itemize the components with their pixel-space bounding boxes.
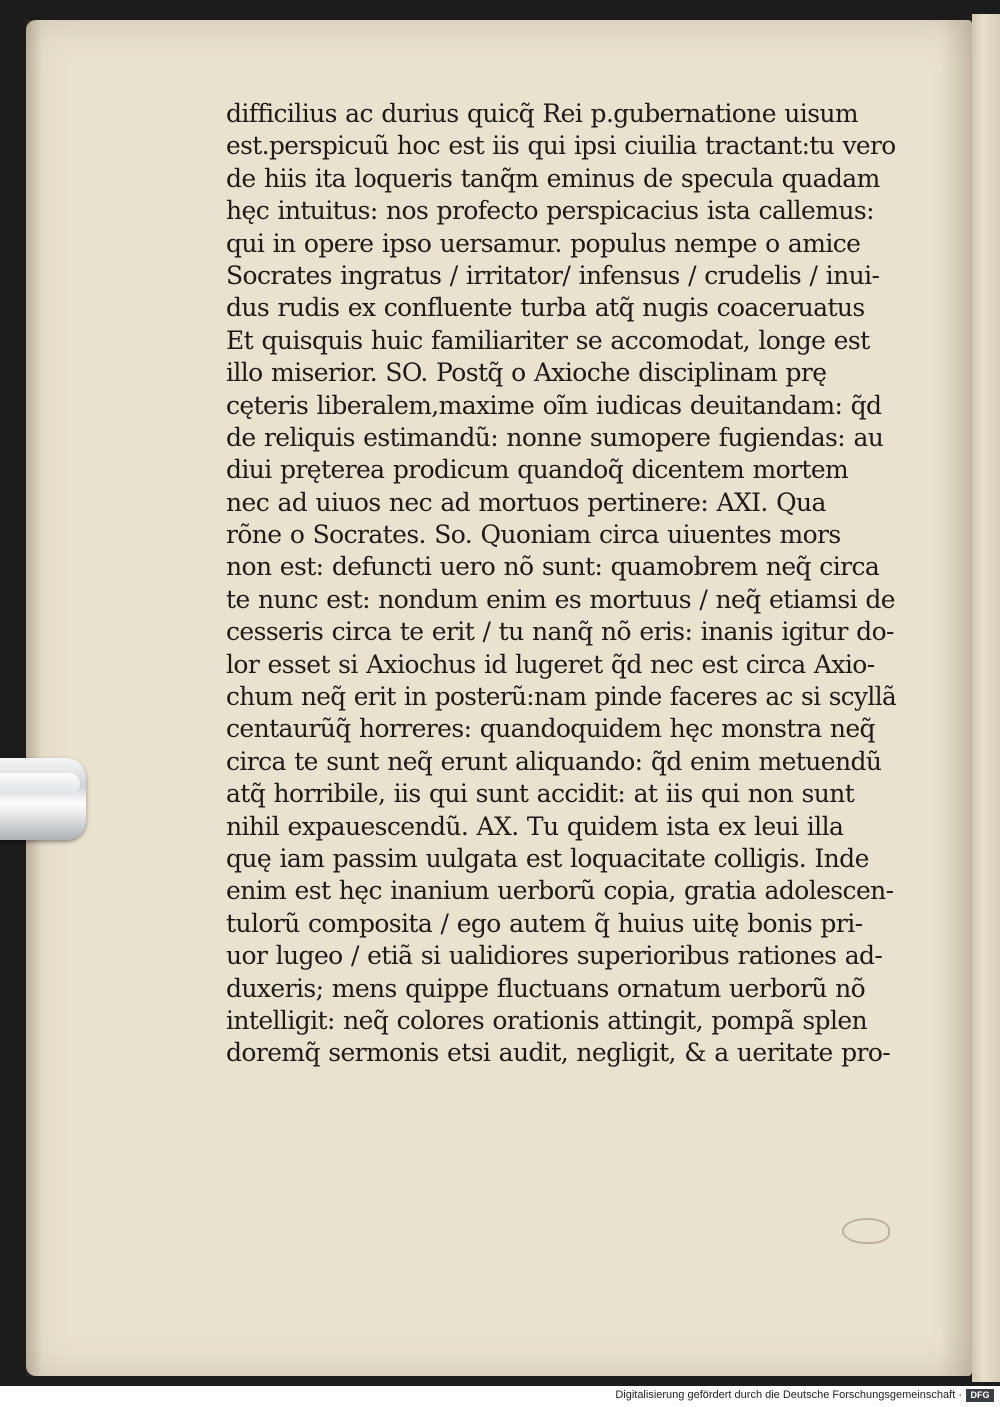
text-line: Socrates ingratus / irritator/ infensus / crudelis / inui- — [226, 260, 880, 290]
footer-bar — [0, 1386, 1000, 1407]
gutter-shadow — [940, 20, 974, 1376]
glass-page-weight — [0, 758, 86, 840]
dfg-logo-icon: DFG — [966, 1389, 994, 1402]
text-line: qui in opere ipso uersamur. populus nempe o amice — [226, 228, 861, 258]
text-line: nihil expauescendũ. AX. Tu quidem ista ex leui illa — [226, 811, 844, 841]
text-line: enim est hęc inanium uerborũ copia, gratia adolescen- — [226, 876, 894, 906]
text-line: est.perspicuũ hoc est iis qui ipsi ciuilia tractant:tu vero — [226, 131, 896, 161]
text-line: te nunc est: nondum enim es mortuus / neq̃ etiamsi de — [226, 584, 895, 614]
text-line: chum neq̃ erit in posterũ:nam pinde faceres ac si scyllã — [226, 682, 897, 712]
text-line: lor esset si Axiochus id lugeret q̃d nec est circa Axio- — [226, 649, 875, 679]
text-line: nec ad uiuos nec ad mortuos pertinere: AXI. Qua — [226, 487, 826, 517]
text-line: intelligit: neq̃ colores orationis attingit, pompã splen — [226, 1005, 868, 1035]
text-line: circa te sunt neq̃ erunt aliquando: q̃d enim metuendũ — [226, 746, 882, 776]
text-line: Et quisquis huic familiariter se accomodat, longe est — [226, 325, 870, 355]
text-line: quę iam passim uulgata est loquacitate colligis. Inde — [226, 843, 869, 873]
text-line: atq̃ horribile, iis qui sunt accidit: at iis qui non sunt — [226, 779, 855, 809]
next-page-edge — [972, 14, 1000, 1382]
text-line: centaurũq̃ horreres: quandoquidem hęc monstra neq̃ — [226, 714, 875, 744]
page-left-edge — [26, 20, 42, 1376]
ink-smudge — [842, 1218, 890, 1244]
text-line: diui pręterea prodicum quandoq̃ dicentem mortem — [226, 455, 849, 485]
text-line: cęteris liberalem,maxime oĩm iudicas deuitandam: q̃d — [226, 390, 882, 420]
text-line: dus rudis ex confluente turba atq̃ nugis coaceruatus — [226, 293, 865, 323]
text-line: non est: defuncti uero nõ sunt: quamobrem neq̃ circa — [226, 552, 880, 582]
text-line: difficilius ac durius quicq̃ Rei p.gubernatione uisum — [226, 99, 859, 128]
text-line: de hiis ita loqueris tanq̃m eminus de specula quadam — [226, 163, 880, 193]
text-line: cesseris circa te erit / tu nanq̃ nõ eris: inanis igitur do- — [226, 617, 894, 647]
glass-page-weight-highlight — [0, 773, 80, 795]
text-line: uor lugeo / etiã si ualidiores superioribus rationes ad- — [226, 941, 883, 971]
text-line: hęc intuitus: nos profecto perspicacius ista callemus: — [226, 196, 874, 226]
text-line: doremq̃ sermonis etsi audit, negligit, & a ueritate pro- — [226, 1038, 891, 1068]
text-line: rõne o Socrates. So. Quoniam circa uiuentes mors — [226, 520, 841, 550]
text-line: duxeris; mens quippe fluctuans ornatum uerborũ nõ — [226, 973, 866, 1003]
text-line: de reliquis estimandũ: nonne sumopere fugiendas: au — [226, 422, 884, 452]
text-line: illo miserior. SO. Postq̃ o Axioche disciplinam prę — [226, 358, 827, 388]
text-line: tulorũ composita / ego autem q̃ huius uitę bonis pri- — [226, 908, 863, 938]
printed-text-block — [226, 98, 896, 1070]
funding-credit: Digitalisierung gefördert durch die Deutsche Forschungsgemeinschaft · — [615, 1389, 962, 1401]
